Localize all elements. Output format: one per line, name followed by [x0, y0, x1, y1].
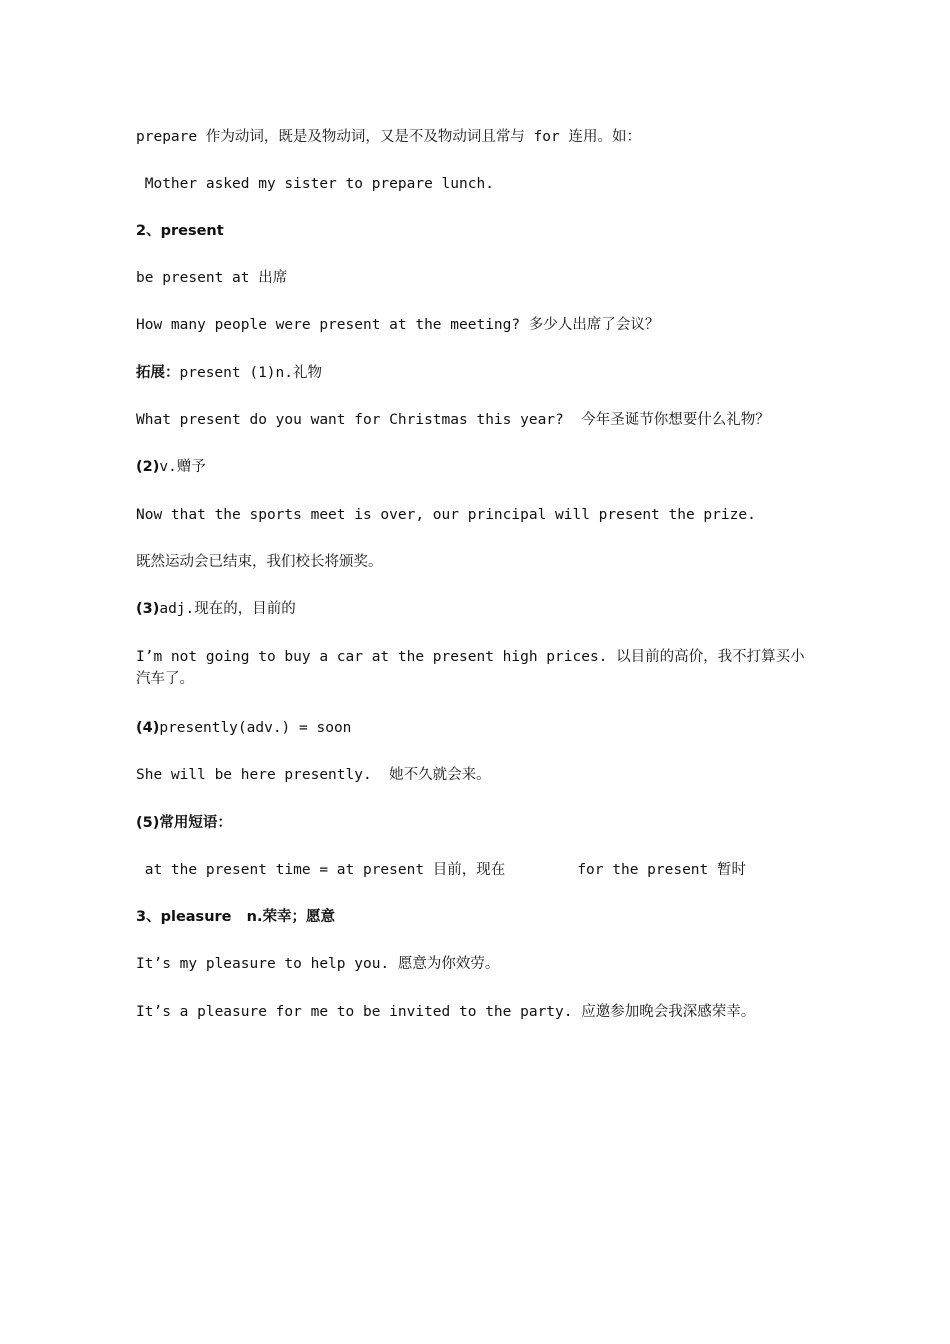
- item-4-line: [136, 717, 351, 739]
- extension-label: 拓展：: [136, 365, 180, 381]
- common-phrases: [136, 859, 746, 881]
- prepare-usage-note: prepare 作为动词，既是及物动词，又是不及物动词且常与 for 连用。如：: [136, 129, 641, 145]
- item-2-number: (2): [136, 459, 160, 475]
- extension-line: [136, 362, 322, 384]
- item-5-heading: (5)常用短语：: [136, 815, 232, 831]
- item-3-line: [136, 598, 296, 620]
- item-3-text: adj.现在的，目前的: [159, 601, 296, 617]
- price-example: I’m not going to buy a car at the present high prices. 以目前的高价，我不打算买小汽车了。: [136, 649, 805, 687]
- item-3-number: (3): [136, 601, 160, 617]
- present-phrase: be present at 出席: [136, 270, 288, 286]
- extension-text: present (1)n.礼物: [179, 365, 322, 381]
- item-2-line: [136, 456, 206, 478]
- phrase-at-present: at the present time = at present 目前，现在: [136, 862, 506, 878]
- pleasure-example-1: It’s my pleasure to help you. 愿意为你效劳。: [136, 956, 500, 972]
- phrase-for-the-present: for the present 暂时: [577, 862, 746, 878]
- gift-example: What present do you want for Christmas this year? 今年圣诞节你想要什么礼物？: [136, 412, 770, 428]
- presently-example: She will be here presently. 她不久就会来。: [136, 767, 491, 783]
- section-heading-pleasure: 3、pleasure n.荣幸；愿意: [136, 909, 335, 925]
- item-2-text: v.赠予: [159, 459, 206, 475]
- prepare-example: Mother asked my sister to prepare lunch.: [136, 176, 494, 192]
- item-4-text: presently(adv.) = soon: [159, 720, 352, 736]
- pleasure-example-2: It’s a pleasure for me to be invited to the party. 应邀参加晚会我深感荣幸。: [136, 1004, 756, 1020]
- section-heading-present: 2、present: [136, 223, 224, 239]
- prize-translation: 既然运动会已结束，我们校长将颁奖。: [136, 554, 383, 570]
- prize-example: Now that the sports meet is over, our principal will present the prize.: [136, 507, 756, 523]
- present-example: How many people were present at the meeting? 多少人出席了会议？: [136, 317, 660, 333]
- item-4-number: (4): [136, 720, 160, 736]
